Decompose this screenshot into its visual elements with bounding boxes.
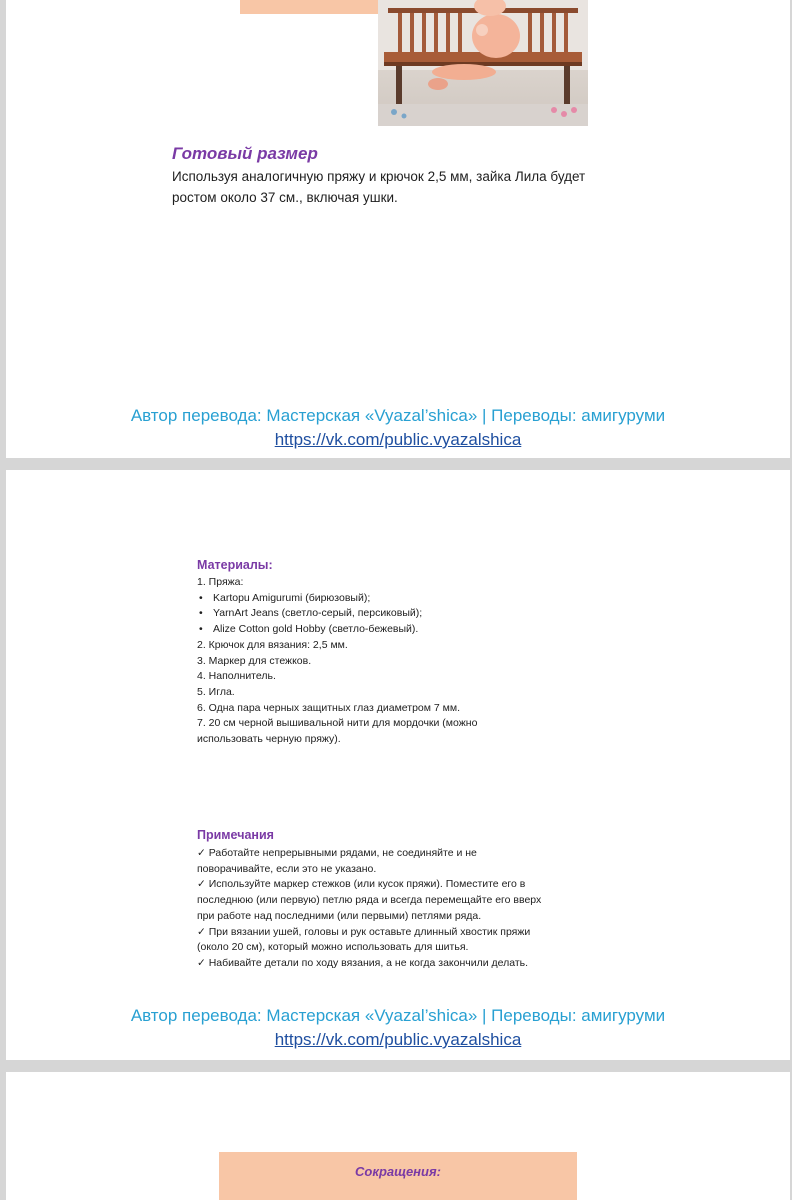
translation-credit: Автор перевода: Мастерская «Vyazal’shica» | Переводы: амигуруми bbox=[130, 1006, 666, 1025]
list-item: 5. Игла. bbox=[197, 685, 235, 698]
materials-heading: Материалы: bbox=[197, 558, 273, 572]
document-page-1 bbox=[6, 0, 790, 458]
yarn-item: Alize Cotton gold Hobby (светло-бежевый). bbox=[213, 623, 419, 636]
list-item: 4. Наполнитель. bbox=[197, 670, 276, 683]
yarn-item: YarnArt Jeans (светло-серый, персиковый); bbox=[213, 607, 423, 620]
abbreviations-heading: Сокращения: bbox=[355, 1164, 441, 1179]
vk-link[interactable]: https://vk.com/public.vyazalshica bbox=[274, 1030, 522, 1049]
list-item: 2. Крючок для вязания: 2,5 мм. bbox=[197, 638, 348, 651]
list-item: использовать черную пряжу). bbox=[197, 733, 341, 746]
list-item: 6. Одна пара черных защитных глаз диаметром 7 мм. bbox=[197, 701, 461, 714]
bullet-icon: • bbox=[199, 607, 203, 620]
note-line: ✓ Используйте маркер стежков (или кусок пряжи). Поместите его в bbox=[197, 878, 526, 891]
size-description bbox=[172, 166, 632, 208]
vk-link[interactable]: https://vk.com/public.vyazalshica bbox=[274, 430, 522, 449]
size-heading: Готовый размер bbox=[172, 144, 318, 163]
note-line: ✓ При вязании ушей, головы и рук оставьте длинный хвостик пряжи bbox=[197, 925, 531, 938]
translation-credit: Автор перевода: Мастерская «Vyazal’shica» | Переводы: амигуруми bbox=[130, 406, 666, 425]
note-line: поворачивайте, если это не указано. bbox=[197, 862, 377, 875]
bullet-icon: • bbox=[199, 623, 203, 636]
list-item bbox=[197, 622, 557, 638]
document-page-2 bbox=[6, 470, 790, 1060]
note-line: ✓ Работайте непрерывными рядами, не соединяйте и не bbox=[197, 847, 477, 859]
document-page-3 bbox=[6, 1072, 790, 1200]
list-item: 7. 20 см черной вышивальной нити для мордочки (можно bbox=[197, 717, 478, 730]
yarn-item: Kartopu Amigurumi (бирюзовый); bbox=[213, 591, 371, 604]
bunny-on-bench-photo bbox=[378, 0, 588, 126]
size-text-line: ростом около 37 см., включая ушки. bbox=[172, 190, 398, 205]
abbreviations-box bbox=[219, 1152, 577, 1200]
list-item bbox=[197, 591, 557, 607]
list-item bbox=[197, 606, 557, 622]
note-line: последнюю (или первую) петлю ряда и всегда перемещайте его вверх bbox=[197, 894, 542, 907]
size-text-line: Используя аналогичную пряжу и крючок 2,5 мм, зайка Лила будет bbox=[172, 169, 586, 184]
note-line: (около 20 см), который можно использовать для шитья. bbox=[197, 941, 469, 954]
list-item: 3. Маркер для стежков. bbox=[197, 654, 312, 667]
note-line: при работе над последними (или первыми) петлями ряда. bbox=[197, 909, 482, 922]
list-item: 1. Пряжа: bbox=[197, 576, 244, 588]
notes-heading: Примечания bbox=[197, 828, 274, 842]
peach-banner bbox=[240, 0, 388, 14]
note-line: ✓ Набивайте детали по ходу вязания, а не когда закончили делать. bbox=[197, 956, 529, 969]
notes-list bbox=[197, 846, 597, 972]
materials-list bbox=[197, 575, 557, 748]
bullet-icon: • bbox=[199, 591, 203, 604]
